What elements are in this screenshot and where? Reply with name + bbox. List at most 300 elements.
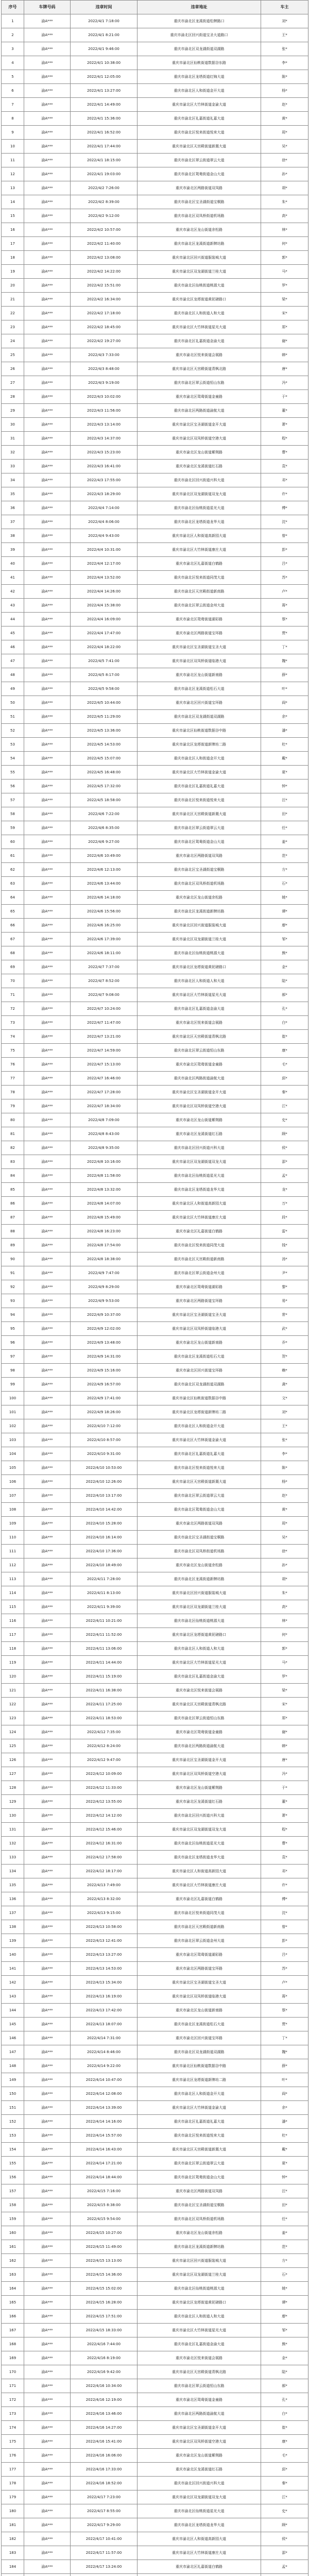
cell-address: 重庆市渝北区悦来街道会展路: [138, 2351, 261, 2365]
cell-address: 重庆市渝北区双龙湖街道兰桂大道: [138, 2268, 261, 2282]
cell-plate: 渝A***: [24, 543, 71, 557]
cell-index: 33: [2, 460, 24, 473]
table-row: [2, 1197, 308, 1211]
cell-owner: 赖*: [261, 1364, 308, 1378]
cell-owner: 孙*: [261, 1558, 308, 1572]
cell-address: 重庆市渝北区礼嘉街道金渝大道: [138, 1002, 261, 1016]
cell-index: 7: [2, 98, 24, 112]
cell-index: 52: [2, 724, 24, 738]
cell-owner: 冯*: [261, 1767, 308, 1781]
cell-plate: 渝A***: [24, 2018, 71, 2031]
table-row: [2, 891, 308, 905]
cell-plate: 渝A***: [24, 1948, 71, 1962]
cell-index: 155: [2, 2157, 24, 2171]
cell-time: 2022/4/8 18:38:00: [71, 1252, 138, 1266]
cell-owner: 武*: [261, 1322, 308, 1336]
cell-address: 重庆市渝北区龙溪街道新牌坊路: [138, 905, 261, 919]
table-row: [2, 946, 308, 960]
table-row: [2, 1405, 308, 1419]
cell-plate: 渝A***: [24, 432, 71, 446]
cell-time: 2022/4/4 15:38:00: [71, 599, 138, 613]
table-row: [2, 988, 308, 1002]
cell-plate: 渝A***: [24, 1002, 71, 1016]
cell-address: 重庆市渝北区大竹林街道星光大道: [138, 988, 261, 1002]
cell-index: 66: [2, 919, 24, 933]
table-row: [2, 2101, 308, 2115]
cell-index: 64: [2, 891, 24, 905]
cell-index: 60: [2, 835, 24, 849]
table-row: [2, 1809, 308, 1823]
table-row: [2, 2504, 308, 2518]
cell-owner: 郝*: [261, 2379, 308, 2393]
cell-index: 98: [2, 1364, 24, 1378]
cell-owner: 钱*: [261, 1239, 308, 1252]
cell-address: 重庆市渝北区大竹林街道金渝大道: [138, 98, 261, 112]
cell-plate: 渝A***: [24, 2226, 71, 2240]
cell-time: 2022/4/9 10:37:00: [71, 1308, 138, 1322]
cell-owner: 黄*: [261, 1503, 308, 1517]
cell-plate: 渝A***: [24, 1392, 71, 1405]
cell-address: 重庆市渝北区人和街道人和大道: [138, 307, 261, 320]
cell-index: [2, 2574, 24, 2576]
cell-time: 2022/4/8 17:54:00: [71, 1239, 138, 1252]
cell-owner: 夏*: [261, 2157, 308, 2171]
cell-index: 18: [2, 251, 24, 265]
cell-plate: 渝A***: [24, 974, 71, 988]
cell-plate: 渝A***: [24, 2337, 71, 2351]
cell-address: 重庆市渝北区龙山街道紫荆路: [138, 446, 261, 460]
table-row: [2, 1280, 308, 1294]
cell-owner: 范*: [261, 849, 308, 863]
cell-address: 重庆市渝北区人和街道金开大道: [138, 84, 261, 98]
cell-address: 重庆市渝北区龙塔街道黄泥磅路口: [138, 960, 261, 974]
cell-index: 65: [2, 905, 24, 919]
cell-owner: 李*: [261, 56, 308, 70]
cell-address: 重庆市渝北区双龙湖街道双龙大道: [138, 1155, 261, 1169]
cell-owner: 余*: [261, 2101, 308, 2115]
cell-plate: 渝A***: [24, 2240, 71, 2254]
cell-address: 重庆市渝北区龙山街道余松路: [138, 2226, 261, 2240]
table-row: [2, 2115, 308, 2129]
cell-time: 2022/4/5 15:07:00: [71, 752, 138, 766]
cell-plate: 渝A***: [24, 626, 71, 640]
cell-time: 2022/4/3 8:48:00: [71, 362, 138, 376]
cell-index: 114: [2, 1586, 24, 1600]
cell-time: 2022/4/16 18:52:00: [71, 2477, 138, 2490]
cell-index: 119: [2, 1656, 24, 1670]
cell-index: 167: [2, 2324, 24, 2337]
table-row: [2, 1878, 308, 1892]
cell-index: 135: [2, 1878, 24, 1892]
cell-address: 重庆市渝北区龙山街道余松路: [138, 223, 261, 237]
cell-owner: 金*: [261, 2351, 308, 2365]
table-row: [2, 70, 308, 84]
cell-time: 2022/4/6 14:18:00: [71, 891, 138, 905]
cell-index: 177: [2, 2463, 24, 2477]
cell-owner: 蒋*: [261, 1990, 308, 2004]
cell-time: 2022/4/12 17:58:00: [71, 1851, 138, 1865]
cell-time: 2022/4/2 17:18:00: [71, 307, 138, 320]
cell-time: 2022/4/9 9:53:00: [71, 1294, 138, 1308]
cell-plate: 渝A***: [24, 1600, 71, 1614]
cell-plate: 渝A***: [24, 1670, 71, 1684]
cell-plate: 渝A***: [24, 1461, 71, 1475]
table-row: [2, 307, 308, 320]
cell-time: 2022/4/9 14:31:00: [71, 1350, 138, 1364]
cell-plate: 渝A***: [24, 1920, 71, 1934]
cell-plate: 渝A***: [24, 1781, 71, 1795]
cell-address: 重庆市渝北区仙桃街道桃源大道: [138, 2282, 261, 2296]
cell-plate: 渝A***: [24, 154, 71, 167]
cell-index: 125: [2, 1739, 24, 1753]
cell-index: 16: [2, 223, 24, 237]
cell-address: 重庆市渝北区双龙湖街道双龙大道: [138, 487, 261, 501]
cell-address: 重庆市渝北区礼嘉街道白鹤路: [138, 557, 261, 571]
cell-index: 24: [2, 334, 24, 348]
cell-index: 106: [2, 1475, 24, 1489]
cell-owner: 阎*: [261, 696, 308, 710]
cell-address: 重庆市渝北区仙桃街道桃源大道: [138, 279, 261, 293]
table-row: [2, 1266, 308, 1280]
cell-plate: 渝A***: [24, 2435, 71, 2449]
cell-address: 重庆市渝北区双凤桥街道空港大道: [138, 432, 261, 446]
cell-time: 2022/4/1 7:18:00: [71, 14, 138, 28]
cell-plate: 渝A***: [24, 126, 71, 140]
cell-time: 2022/4/11 9:39:00: [71, 1600, 138, 1614]
table-row: [2, 223, 308, 237]
cell-plate: 渝A***: [24, 2379, 71, 2393]
cell-owner: 吕*: [261, 557, 308, 571]
cell-index: 48: [2, 668, 24, 682]
cell-index: 36: [2, 501, 24, 515]
cell-index: 68: [2, 946, 24, 960]
cell-owner: 陈*: [261, 70, 308, 84]
cell-time: 2022/4/15 18:33:00: [71, 2324, 138, 2337]
cell-index: 39: [2, 543, 24, 557]
cell-index: 15: [2, 209, 24, 223]
table-row: [2, 1851, 308, 1865]
cell-time: 2022/4/13 13:27:00: [71, 1948, 138, 1962]
cell-time: 2022/4/6 18:11:00: [71, 946, 138, 960]
cell-address: 重庆市渝北区龙山街道余松路: [138, 891, 261, 905]
cell-time: 2022/4/14 17:21:00: [71, 2157, 138, 2171]
cell-address: 重庆市渝北区仙桃街道星光大道: [138, 501, 261, 515]
cell-index: 113: [2, 1572, 24, 1586]
column-header-index: 序号: [2, 1, 24, 14]
table-row: [2, 84, 308, 98]
table-row: [2, 1183, 308, 1197]
table-row: [2, 626, 308, 640]
table-row: [2, 2393, 308, 2407]
cell-plate: 渝A***: [24, 2365, 71, 2379]
cell-index: 25: [2, 348, 24, 362]
cell-address: 重庆市渝北区大竹林街道金渝大道: [138, 1433, 261, 1447]
cell-address: 重庆市渝北区回兴街道宝环路: [138, 696, 261, 710]
cell-plate: 渝A***: [24, 1030, 71, 1044]
cell-time: 2022/4/6 13:44:00: [71, 877, 138, 891]
cell-time: 2022/4/3 17:55:00: [71, 473, 138, 487]
cell-address: 重庆市渝北区鸳鸯街道金童路: [138, 2393, 261, 2407]
cell-owner: 刘*: [261, 1405, 308, 1419]
cell-index: 161: [2, 2240, 24, 2254]
table-row: [2, 1725, 308, 1739]
table-row: [2, 2310, 308, 2324]
cell-plate: 渝A***: [24, 42, 71, 56]
cell-plate: 渝A***: [24, 293, 71, 307]
cell-index: 44: [2, 613, 24, 626]
cell-owner: 冯*: [261, 376, 308, 390]
table-row: [2, 1294, 308, 1308]
table-row: [2, 2546, 308, 2560]
cell-owner: 韩*: [261, 1739, 308, 1753]
cell-plate: 渝A***: [24, 682, 71, 696]
cell-address: 重庆市渝北区双凤桥街道临港大道: [138, 654, 261, 668]
cell-index: 117: [2, 1628, 24, 1642]
cell-plate: 渝A***: [24, 585, 71, 599]
table-row: [2, 515, 308, 529]
cell-owner: 叶*: [261, 682, 308, 696]
cell-owner: 侯*: [261, 2532, 308, 2546]
cell-owner: 郭*: [261, 251, 308, 265]
table-row: [2, 14, 308, 28]
cell-plate: 渝A***: [24, 1099, 71, 1113]
cell-time: 2022/4/16 17:33:00: [71, 2463, 138, 2477]
cell-index: 170: [2, 2365, 24, 2379]
table-row: [2, 2268, 308, 2282]
cell-index: 104: [2, 1447, 24, 1461]
cell-plate: 渝A***: [24, 1545, 71, 1558]
cell-time: 2022/4/10 14:42:00: [71, 1503, 138, 1517]
cell-index: 12: [2, 167, 24, 181]
cell-address: 重庆市渝北区龙山街道新南路: [138, 2004, 261, 2018]
table-row: [2, 543, 308, 557]
cell-plate: 渝A***: [24, 1642, 71, 1656]
table-row: [2, 710, 308, 724]
cell-index: 184: [2, 2560, 24, 2574]
table-row: [2, 2157, 308, 2171]
cell-address: 重庆市渝北区宝圣湖街道宝桐路: [138, 863, 261, 877]
cell-index: 145: [2, 2018, 24, 2031]
cell-owner: 叶*: [261, 2073, 308, 2087]
cell-address: 重庆市渝北区人和街道高新园大道: [138, 1865, 261, 1878]
cell-index: 78: [2, 1086, 24, 1099]
table-row: [2, 905, 308, 919]
table-row: [2, 473, 308, 487]
cell-time: 2022/4/9 17:41:00: [71, 1392, 138, 1405]
cell-index: 174: [2, 2421, 24, 2435]
cell-address: 重庆市渝北区天宫殿街道新南路: [138, 585, 261, 599]
cell-index: 10: [2, 140, 24, 154]
table-row: [2, 209, 308, 223]
cell-plate: 渝A***: [24, 2073, 71, 2087]
cell-index: 99: [2, 1378, 24, 1392]
cell-owner: 杨*: [261, 1475, 308, 1489]
table-row: [2, 418, 308, 432]
cell-plate: 渝A***: [24, 279, 71, 293]
cell-plate: 渝A***: [24, 1684, 71, 1698]
column-header-time: 违章时间: [71, 1, 138, 14]
cell-index: 121: [2, 1684, 24, 1698]
cell-address: 重庆市渝北区龙塔街道龙华大道: [138, 515, 261, 529]
cell-time: 2022/4/12 13:55:00: [71, 1795, 138, 1809]
cell-owner: 方*: [261, 863, 308, 877]
cell-owner: 罗*: [261, 1670, 308, 1684]
table-row: [2, 2379, 308, 2393]
cell-time: 2022/4/14 18:44:00: [71, 2171, 138, 2184]
cell-index: 107: [2, 1489, 24, 1503]
cell-index: 110: [2, 1531, 24, 1545]
table-row: [2, 1920, 308, 1934]
cell-plate: 渝A***: [24, 1698, 71, 1711]
cell-index: 22: [2, 307, 24, 320]
cell-address: 重庆市渝北区宝圣湖街道金开大道: [138, 1086, 261, 1099]
cell-plate: 渝A***: [24, 1892, 71, 1906]
table-row: [2, 2463, 308, 2477]
cell-owner: 郑*: [261, 320, 308, 334]
cell-plate: 渝A***: [24, 1628, 71, 1642]
cell-index: 49: [2, 682, 24, 696]
cell-time: 2022/4/14 16:43:00: [71, 2143, 138, 2157]
table-row: [2, 1239, 308, 1252]
cell-address: 重庆市渝北区龙溪街道松石大道: [138, 2018, 261, 2031]
cell-index: 173: [2, 2407, 24, 2421]
table-row: [2, 2004, 308, 2018]
cell-address: 重庆市渝北区双龙湖街道双湖路: [138, 1378, 261, 1392]
table-row: [2, 1503, 308, 1517]
cell-plate: 渝A***: [24, 849, 71, 863]
cell-index: 128: [2, 1781, 24, 1795]
cell-address: 重庆市渝北区礼嘉街道金渝大道: [138, 1670, 261, 1684]
table-row: [2, 140, 308, 154]
cell-address: 重庆市渝北区天宫殿街道新溉大道: [138, 140, 261, 154]
cell-address: 重庆市渝北区悦来街道同茂大道: [138, 1906, 261, 1920]
cell-owner: 曹*: [261, 1837, 308, 1851]
cell-index: 127: [2, 1767, 24, 1781]
cell-address: 重庆市渝北区天宫殿街道青枫北路: [138, 1030, 261, 1044]
cell-time: 2022/4/5 8:17:00: [71, 668, 138, 682]
cell-owner: 赵*: [261, 1489, 308, 1503]
cell-plate: 渝A***: [24, 1058, 71, 1072]
cell-address: 重庆市渝北区回兴街道宝圣大道路口: [138, 28, 261, 42]
cell-address: 重庆市渝北区龙溪街道红石路: [138, 1127, 261, 1141]
cell-address: 重庆市渝北区龙塔街道龙华大道: [138, 2518, 261, 2532]
cell-owner: 苏*: [261, 571, 308, 585]
cell-plate: 渝A***: [24, 2560, 71, 2574]
cell-owner: 胡*: [261, 1572, 308, 1586]
table-row: [2, 1364, 308, 1378]
cell-address: 重庆市渝北区仙桃街道桃源大道: [138, 1614, 261, 1628]
cell-time: 2022/4/12 8:24:00: [71, 1739, 138, 1753]
cell-time: 2022/4/1 17:44:00: [71, 140, 138, 154]
cell-index: 109: [2, 1517, 24, 1531]
cell-owner: 高*: [261, 1600, 308, 1614]
cell-owner: 邹*: [261, 933, 308, 946]
cell-address: 重庆市渝北区龙山街道紫荆路: [138, 2449, 261, 2463]
cell-owner: 梁*: [261, 1684, 308, 1698]
table-row: [2, 1517, 308, 1531]
table-row: [2, 2351, 308, 2365]
cell-owner: 廖*: [261, 919, 308, 933]
cell-owner: 邹*: [261, 2324, 308, 2337]
cell-owner: 孙*: [261, 167, 308, 181]
cell-plate: 渝A***: [24, 1906, 71, 1920]
cell-time: 2022/4/6 10:49:00: [71, 849, 138, 863]
cell-time: 2022/4/6 8:35:00: [71, 821, 138, 835]
cell-time: 2022/4/12 9:47:00: [71, 1753, 138, 1767]
table-row: [2, 320, 308, 334]
cell-address: 重庆市渝北区两路街道宝环路: [138, 1962, 261, 1976]
cell-index: 34: [2, 473, 24, 487]
table-row: [2, 1419, 308, 1433]
table-row: [2, 1990, 308, 2004]
table-row: [2, 1892, 308, 1906]
cell-owner: 乔*: [261, 1336, 308, 1350]
cell-time: 2022/4/13 15:34:00: [71, 1976, 138, 1990]
cell-owner: 谭*: [261, 905, 308, 919]
table-row: [2, 2560, 308, 2574]
cell-address: 重庆市渝北区龙塔街道龙华大道: [138, 1851, 261, 1865]
cell-address: 重庆市渝北区翠云街道恒山东路: [138, 1044, 261, 1058]
cell-plate: 渝A***: [24, 668, 71, 682]
cell-index: 166: [2, 2310, 24, 2324]
cell-owner: 徐*: [261, 154, 308, 167]
cell-address: 重庆市渝北区鸳鸯街道湖彩路: [138, 1948, 261, 1962]
cell-time: 2022/4/3 16:41:00: [71, 460, 138, 473]
cell-plate: 渝A***: [24, 529, 71, 543]
cell-owner: 魏*: [261, 2045, 308, 2059]
cell-address: 重庆市渝北区悦来街道悦来大道: [138, 793, 261, 807]
cell-time: 2022/4/7 14:59:00: [71, 1044, 138, 1058]
table-row: [2, 1044, 308, 1058]
cell-index: 77: [2, 1072, 24, 1086]
cell-owner: 姚*: [261, 2282, 308, 2296]
cell-owner: 田*: [261, 807, 308, 821]
table-row: [2, 390, 308, 404]
cell-plate: 渝A***: [24, 1183, 71, 1197]
cell-plate: 渝A***: [24, 1447, 71, 1461]
cell-plate: 渝A***: [24, 2254, 71, 2268]
cell-index: 142: [2, 1976, 24, 1990]
cell-plate: 渝A***: [24, 1155, 71, 1169]
cell-address: 重庆市渝北区回兴街道兴科大道: [138, 473, 261, 487]
cell-plate: 渝A***: [24, 390, 71, 404]
cell-plate: 渝A***: [24, 960, 71, 974]
table-row: [2, 696, 308, 710]
table-row: [2, 1558, 308, 1572]
cell-plate: 渝A***: [24, 1044, 71, 1058]
cell-time: 2022/4/11 11:52:00: [71, 1628, 138, 1642]
cell-owner: 潘*: [261, 724, 308, 738]
cell-index: 157: [2, 2184, 24, 2198]
cell-time: 2022/4/6 12:13:00: [71, 863, 138, 877]
cell-owner: 宋*: [261, 307, 308, 320]
cell-address: 重庆市渝北区龙塔街道新牌坊二路: [138, 2073, 261, 2087]
cell-address: 重庆市渝北区礼嘉街道白鹤路: [138, 1892, 261, 1906]
cell-index: 57: [2, 793, 24, 807]
table-row: [2, 1739, 308, 1753]
cell-owner: 汪*: [261, 793, 308, 807]
cell-index: 151: [2, 2101, 24, 2115]
cell-time: 2022/4/2 18:45:00: [71, 320, 138, 334]
cell-index: 85: [2, 1183, 24, 1197]
cell-owner: 常*: [261, 1308, 308, 1322]
table-row: [2, 2171, 308, 2184]
cell-index: 69: [2, 960, 24, 974]
cell-time: 2022/4/11 13:06:00: [71, 1642, 138, 1656]
cell-index: 90: [2, 1252, 24, 1266]
cell-owner: 邵*: [261, 2546, 308, 2560]
cell-index: 165: [2, 2296, 24, 2310]
